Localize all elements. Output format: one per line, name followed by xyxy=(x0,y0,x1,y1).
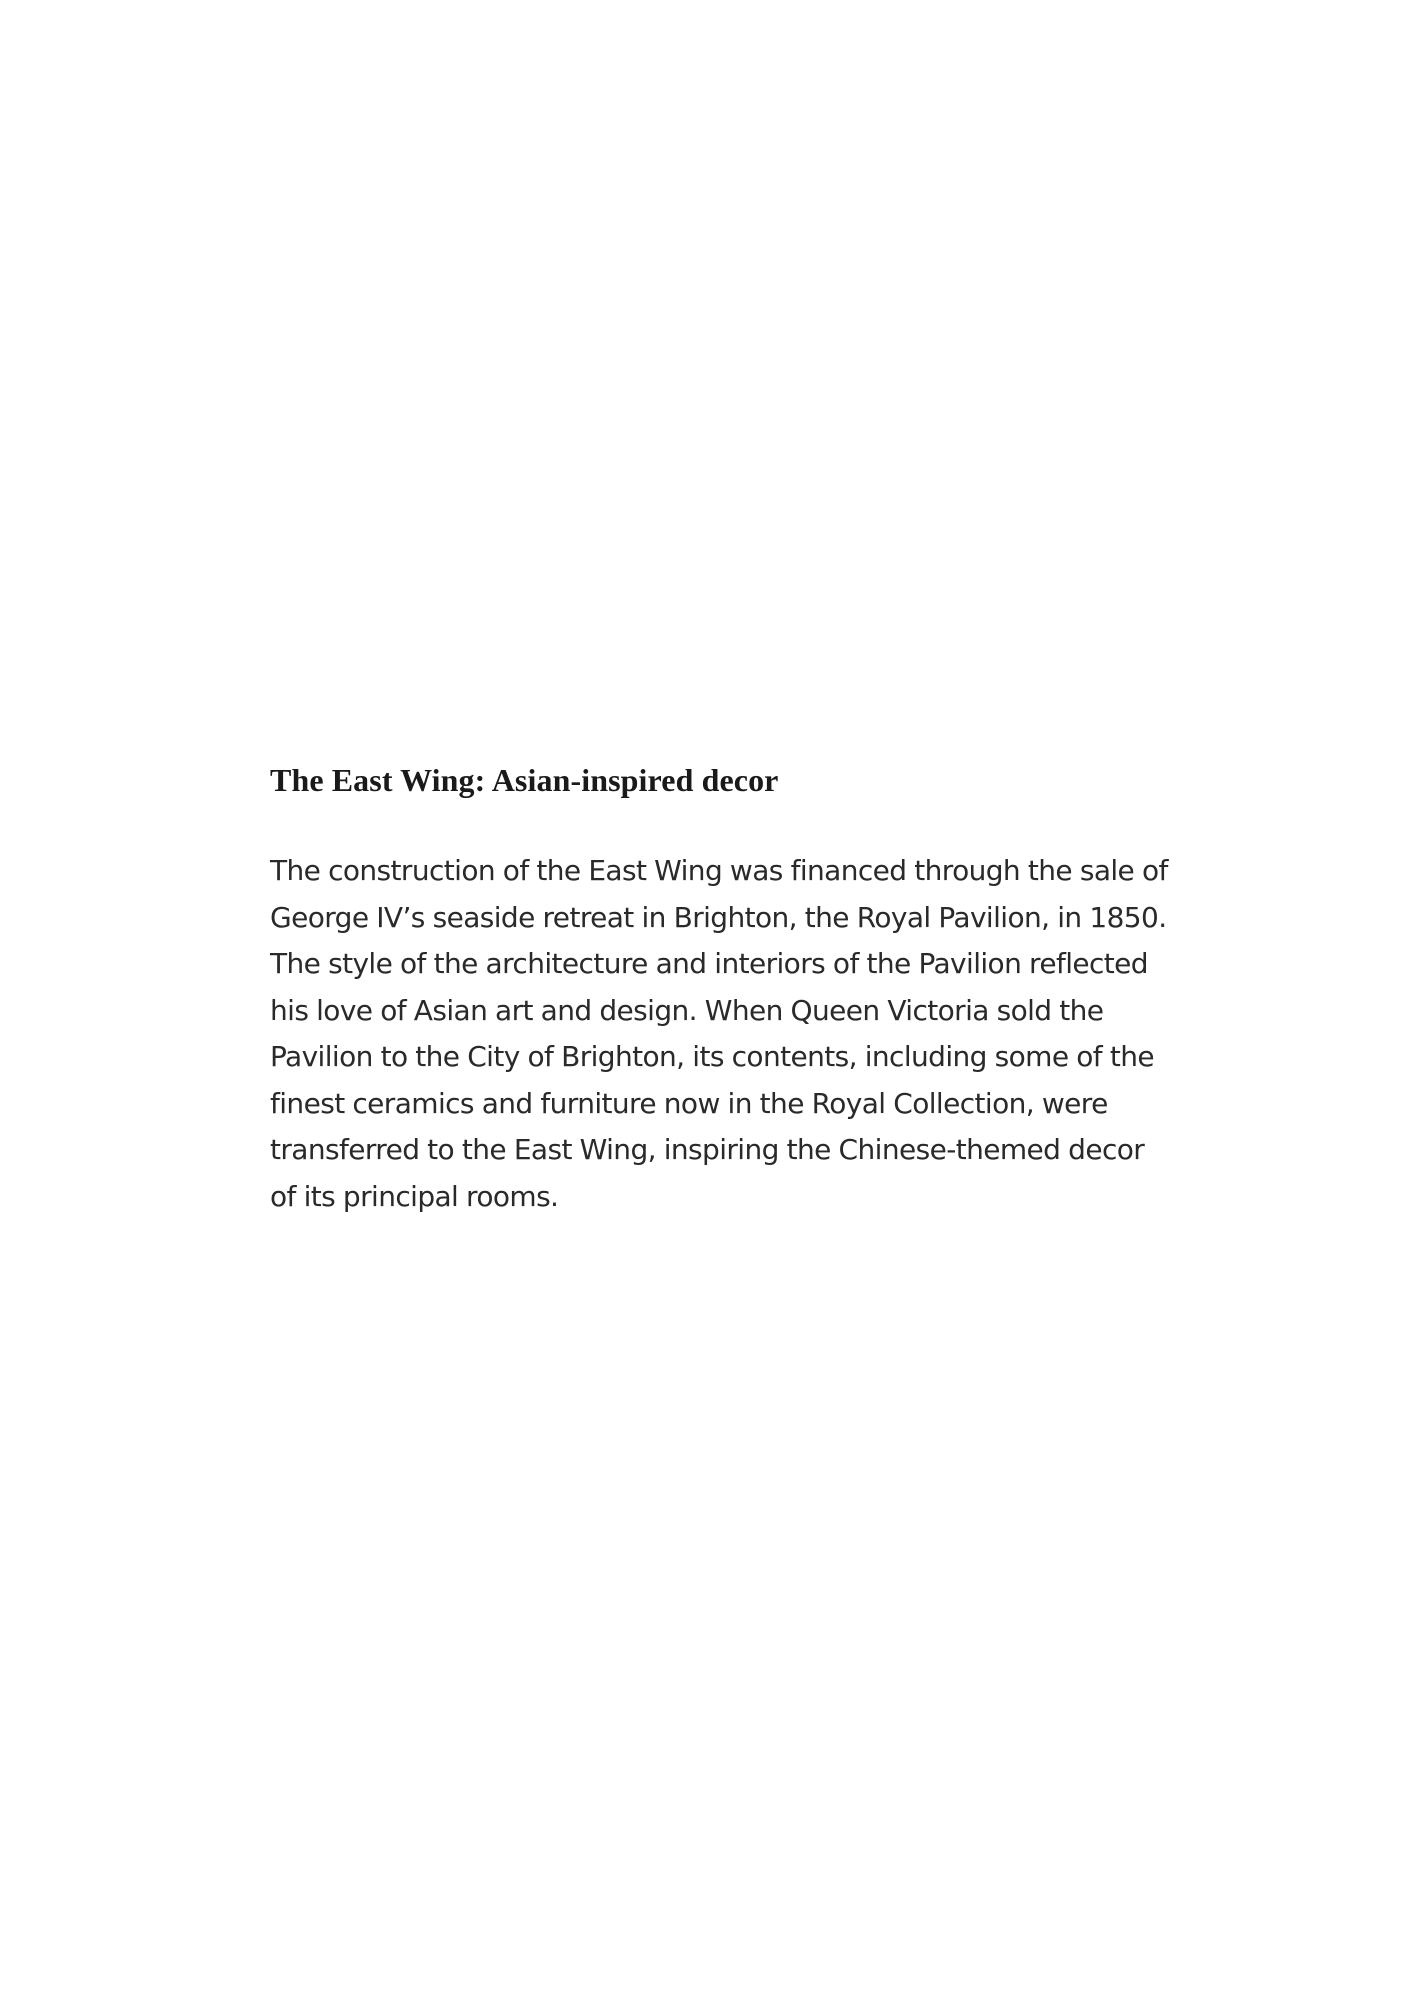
body-line: his love of Asian art and design. When Queen Victoria sold the xyxy=(270,993,1104,1027)
section-heading: The East Wing: Asian-inspired decor xyxy=(270,762,779,798)
body-line: transferred to the East Wing, inspiring the Chinese-themed decor xyxy=(270,1133,1145,1166)
text-block xyxy=(270,760,1170,1220)
body-line: finest ceramics and furniture now in the Royal Collection, were xyxy=(270,1086,1108,1120)
body-paragraph xyxy=(270,848,1170,1220)
body-line: of its principal rooms. xyxy=(270,1179,559,1213)
body-line: The style of the architecture and interiors of the Pavilion reflected xyxy=(270,947,1148,980)
body-line: Pavilion to the City of Brighton, its contents, including some of the xyxy=(270,1040,1154,1073)
body-line: George IV’s seaside retreat in Brighton, the Royal Pavilion, in 1850. xyxy=(270,900,1167,934)
body-line: The construction of the East Wing was financed through the sale of xyxy=(270,854,1168,887)
